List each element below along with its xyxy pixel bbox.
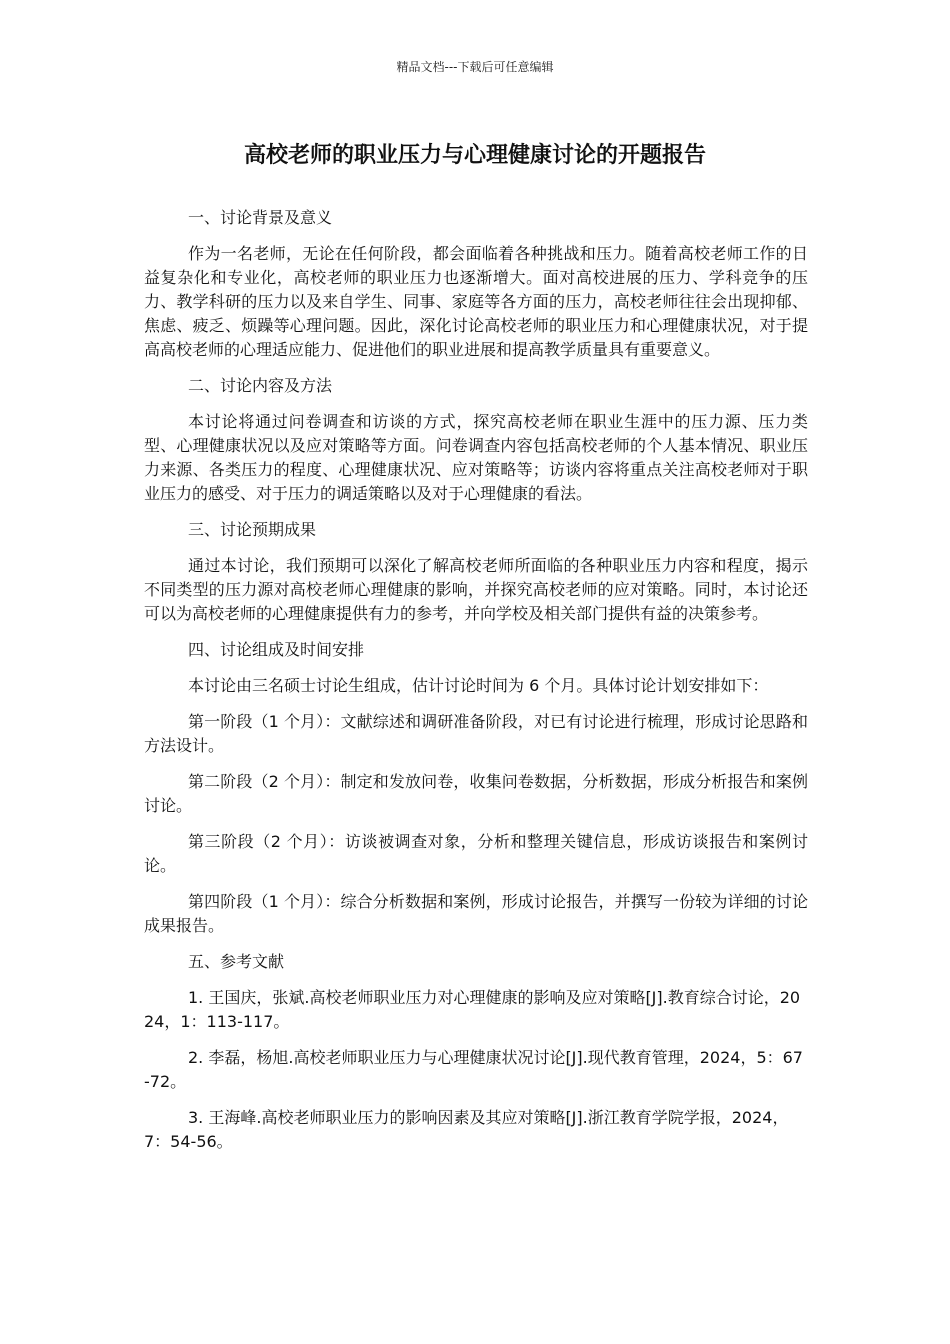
schedule-stage-3: 第三阶段（2 个月）：访谈被调查对象，分析和整理关键信息，形成访谈报告和案例讨论。 xyxy=(144,832,808,875)
document-title: 高校老师的职业压力与心理健康讨论的开题报告 xyxy=(243,143,706,168)
paragraph-expected-results: 通过本讨论，我们预期可以深化了解高校老师所面临的各种职业压力内容和程度，揭示不同类型的压力源对高校老师心理健康的影响，并探究高校老师的应对策略。同时，本讨论还可以为高校老师的心理健康提供有力的参考，并向学校及相关部门提供有益的决策参考。 xyxy=(144,556,808,623)
schedule-stage-4: 第四阶段（1 个月）：综合分析数据和案例，形成讨论报告，并撰写一份较为详细的讨论成果报告。 xyxy=(144,892,808,935)
paragraph-background: 作为一名老师，无论在任何阶段，都会面临着各种挑战和压力。随着高校老师工作的日益复杂化和专业化，高校老师的职业压力也逐渐增大。面对高校进展的压力、学科竞争的压力、教学科研的压力以及来自学生、同事、家庭等各方面的压力，高校老师往往会出现抑郁、焦虑、疲乏、烦躁等心理问题。因此，深化讨论高校老师的职业压力和心理健康状况，对于提高高校老师的心理适应能力、促进他们的职业进展和提高教学质量具有重要意义。 xyxy=(144,244,808,359)
section-heading-expected-results: 三、讨论预期成果 xyxy=(188,520,317,539)
section-heading-content-method: 二、讨论内容及方法 xyxy=(188,376,333,395)
reference-item-3: 3. 王海峰.高校老师职业压力的影响因素及其应对策略[J].浙江教育学院学报，2024，7：54-56。 xyxy=(144,1108,789,1151)
document-body xyxy=(144,206,808,1166)
reference-item-2: 2. 李磊，杨旭.高校老师职业压力与心理健康状况讨论[J].现代教育管理，2024，5：67-72。 xyxy=(144,1048,803,1091)
paragraph-content-method: 本讨论将通过问卷调查和访谈的方式，探究高校老师在职业生涯中的压力源、压力类型、心理健康状况以及应对策略等方面。问卷调查内容包括高校老师的个人基本情况、职业压力来源、各类压力的程度、心理健康状况、应对策略等；访谈内容将重点关注高校老师对于职业压力的感受、对于压力的调适策略以及对于心理健康的看法。 xyxy=(144,412,808,503)
schedule-stage-2: 第二阶段（2 个月）：制定和发放问卷，收集问卷数据，分析数据，形成分析报告和案例讨论。 xyxy=(144,772,808,815)
schedule-stage-1: 第一阶段（1 个月）：文献综述和调研准备阶段，对已有讨论进行梳理，形成讨论思路和方法设计。 xyxy=(144,712,808,755)
section-heading-team-schedule: 四、讨论组成及时间安排 xyxy=(188,640,365,659)
section-heading-background: 一、讨论背景及意义 xyxy=(188,208,333,227)
reference-item-1: 1. 王国庆，张斌.高校老师职业压力对心理健康的影响及应对策略[J].教育综合讨论，2024，1：113-117。 xyxy=(144,988,801,1031)
header-note: 精品文档---下载后可任意编辑 xyxy=(396,60,554,74)
paragraph-team-schedule: 本讨论由三名硕士讨论生组成，估计讨论时间为 6 个月。具体讨论计划安排如下： xyxy=(188,676,769,695)
section-heading-references: 五、参考文献 xyxy=(188,952,285,971)
